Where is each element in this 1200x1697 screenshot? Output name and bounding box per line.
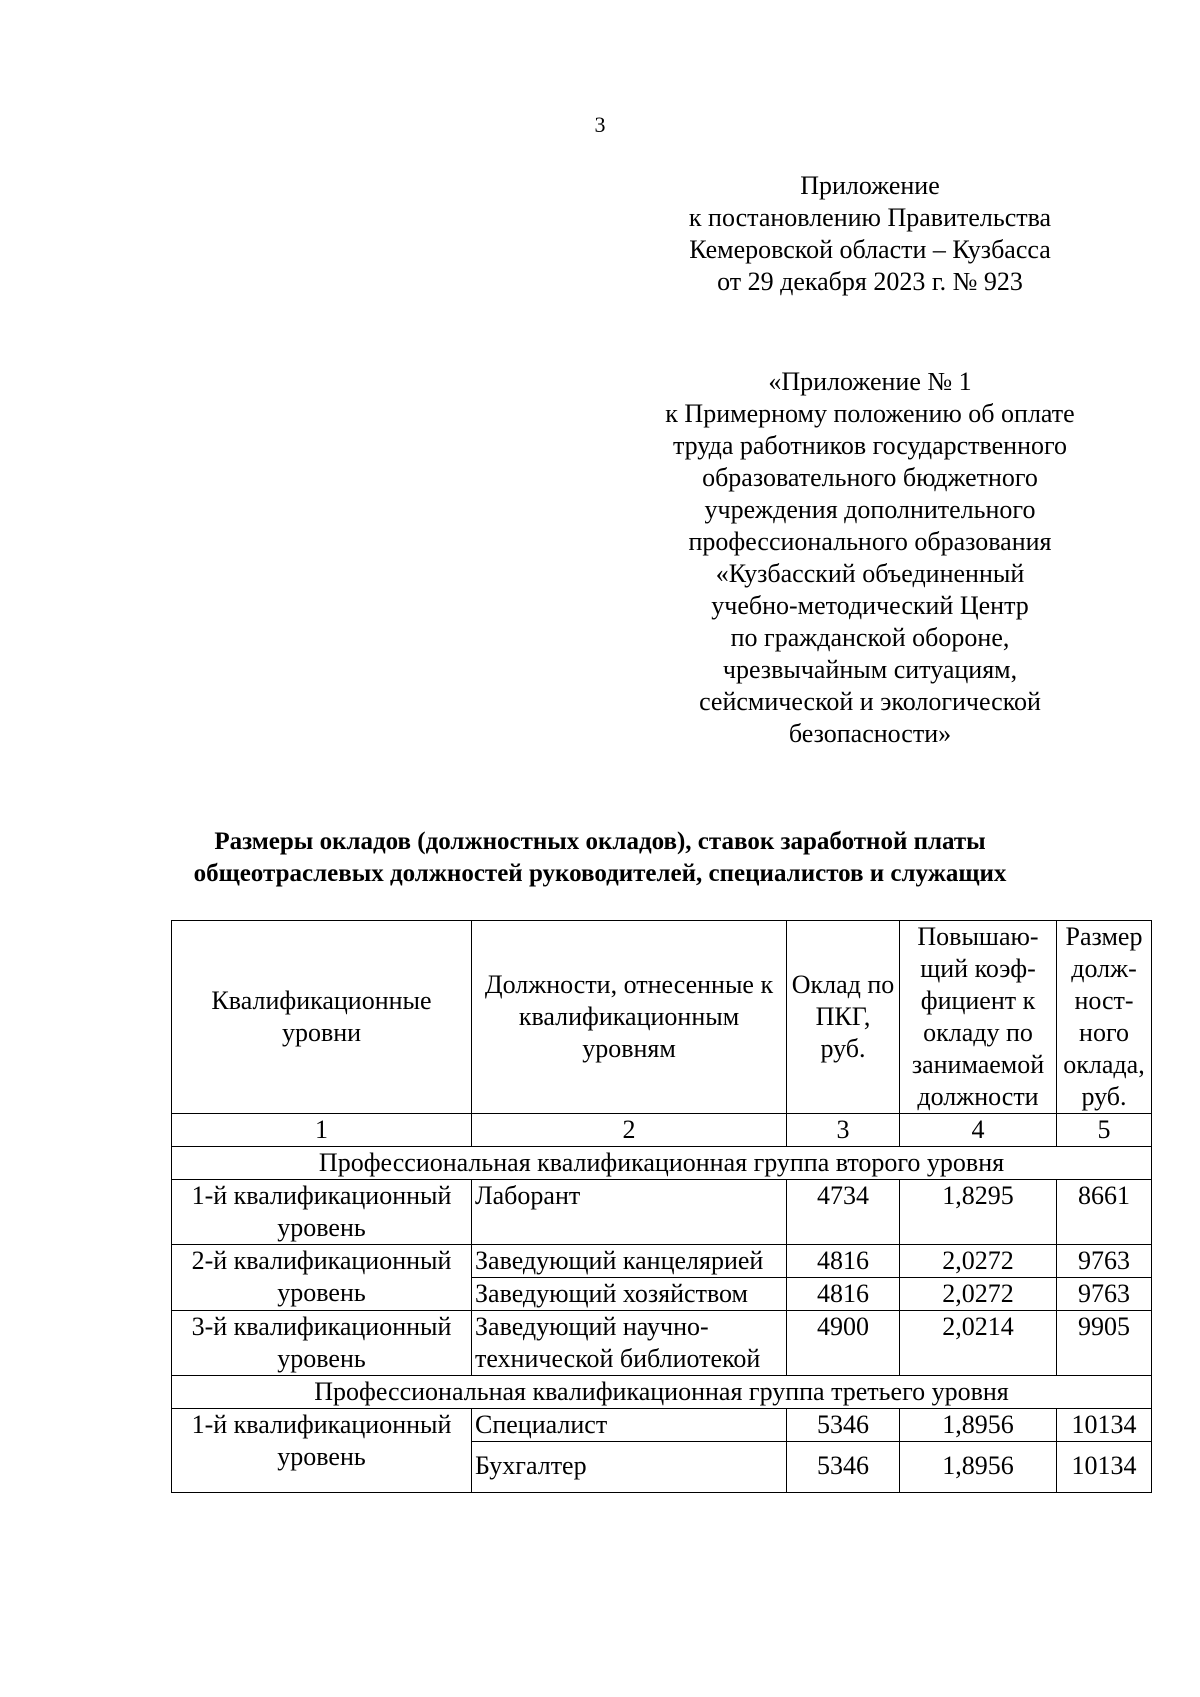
level-cell: 1-й квалификационный уровень: [172, 1409, 472, 1493]
column-number: 4: [900, 1114, 1057, 1147]
position-cell: Специалист: [472, 1409, 787, 1442]
column-numbers-row: [172, 1114, 1152, 1147]
page-number: 3: [594, 112, 606, 137]
title-line: общеотраслевых должностей руководителей, специалистов и служащих: [193, 860, 1007, 887]
table-row: [172, 1245, 1152, 1278]
salary-cell: 4816: [787, 1278, 900, 1311]
total-cell: 9905: [1057, 1311, 1152, 1376]
position-cell: Заведующий научно-технической библиотекой: [472, 1311, 787, 1376]
table-row: [172, 1409, 1152, 1442]
coefficient-cell: 2,0272: [900, 1278, 1057, 1311]
group-row: [172, 1376, 1152, 1409]
group-title: Профессиональная квалификационная группа второго уровня: [172, 1147, 1152, 1180]
column-number: 5: [1057, 1114, 1152, 1147]
coefficient-cell: 1,8295: [900, 1180, 1057, 1245]
coefficient-cell: 2,0272: [900, 1245, 1057, 1278]
salary-cell: 4816: [787, 1245, 900, 1278]
level-cell: 1-й квалификационный уровень: [172, 1180, 472, 1245]
header-coefficient: Повышаю-щий коэф-фициент к окладу по занимаемой должности: [900, 921, 1057, 1114]
salary-table: [171, 920, 1152, 1493]
coefficient-cell: 1,8956: [900, 1409, 1057, 1442]
header-positions: Должности, отнесенные к квалификационным уровням: [472, 921, 787, 1114]
appendix-line: профессионального образования: [688, 527, 1052, 556]
column-number: 1: [172, 1114, 472, 1147]
appendix-line: «Приложение № 1: [768, 367, 972, 396]
coefficient-cell: 1,8956: [900, 1442, 1057, 1493]
salary-cell: 4734: [787, 1180, 900, 1245]
group-row: [172, 1147, 1152, 1180]
appendix-line: «Кузбасский объединенный: [715, 559, 1025, 588]
approval-line: от 29 декабря 2023 г. № 923: [717, 267, 1023, 296]
approval-line: Приложение: [800, 171, 940, 200]
approval-block: [640, 170, 1100, 298]
salary-cell: 4900: [787, 1311, 900, 1376]
table-row: [172, 1180, 1152, 1245]
approval-line: Кемеровской области – Кузбасса: [689, 235, 1051, 264]
approval-line: к постановлению Правительства: [688, 203, 1052, 232]
total-cell: 8661: [1057, 1180, 1152, 1245]
total-cell: 10134: [1057, 1409, 1152, 1442]
column-number: 2: [472, 1114, 787, 1147]
table-header-row: [172, 921, 1152, 1114]
appendix-line: чрезвычайным ситуациям,: [722, 655, 1018, 684]
salary-cell: 5346: [787, 1409, 900, 1442]
coefficient-cell: 2,0214: [900, 1311, 1057, 1376]
appendix-line: учебно-методический Центр: [711, 591, 1029, 620]
position-cell: Бухгалтер: [472, 1442, 787, 1493]
level-cell: 3-й квалификационный уровень: [172, 1311, 472, 1376]
appendix-line: сейсмической и экологической: [699, 687, 1041, 716]
total-cell: 9763: [1057, 1245, 1152, 1278]
header-total: Размер долж-ност-ного оклада, руб.: [1057, 921, 1152, 1114]
group-title: Профессиональная квалификационная группа третьего уровня: [172, 1376, 1152, 1409]
column-number: 3: [787, 1114, 900, 1147]
header-levels: Квалификационные уровни: [172, 921, 472, 1114]
appendix-line: учреждения дополнительного: [704, 495, 1036, 524]
position-cell: Лаборант: [472, 1180, 787, 1245]
total-cell: 9763: [1057, 1278, 1152, 1311]
position-cell: Заведующий канцелярией: [472, 1245, 787, 1278]
appendix-line: безопасности»: [788, 719, 952, 748]
appendix-line: образовательного бюджетного: [702, 463, 1038, 492]
appendix-line: к Примерному положению об оплате: [665, 399, 1075, 428]
document-title: [0, 826, 1200, 890]
position-cell: Заведующий хозяйством: [472, 1278, 787, 1311]
table-row: [172, 1311, 1152, 1376]
appendix-line: по гражданской обороне,: [730, 623, 1010, 652]
total-cell: 10134: [1057, 1442, 1152, 1493]
level-cell: 2-й квалификационный уровень: [172, 1245, 472, 1311]
salary-cell: 5346: [787, 1442, 900, 1493]
appendix-line: труда работников государственного: [672, 431, 1068, 460]
header-salary: Оклад по ПКГ, руб.: [787, 921, 900, 1114]
appendix-block: [640, 366, 1100, 750]
title-line: Размеры окладов (должностных окладов), ставок заработной платы: [214, 828, 986, 855]
